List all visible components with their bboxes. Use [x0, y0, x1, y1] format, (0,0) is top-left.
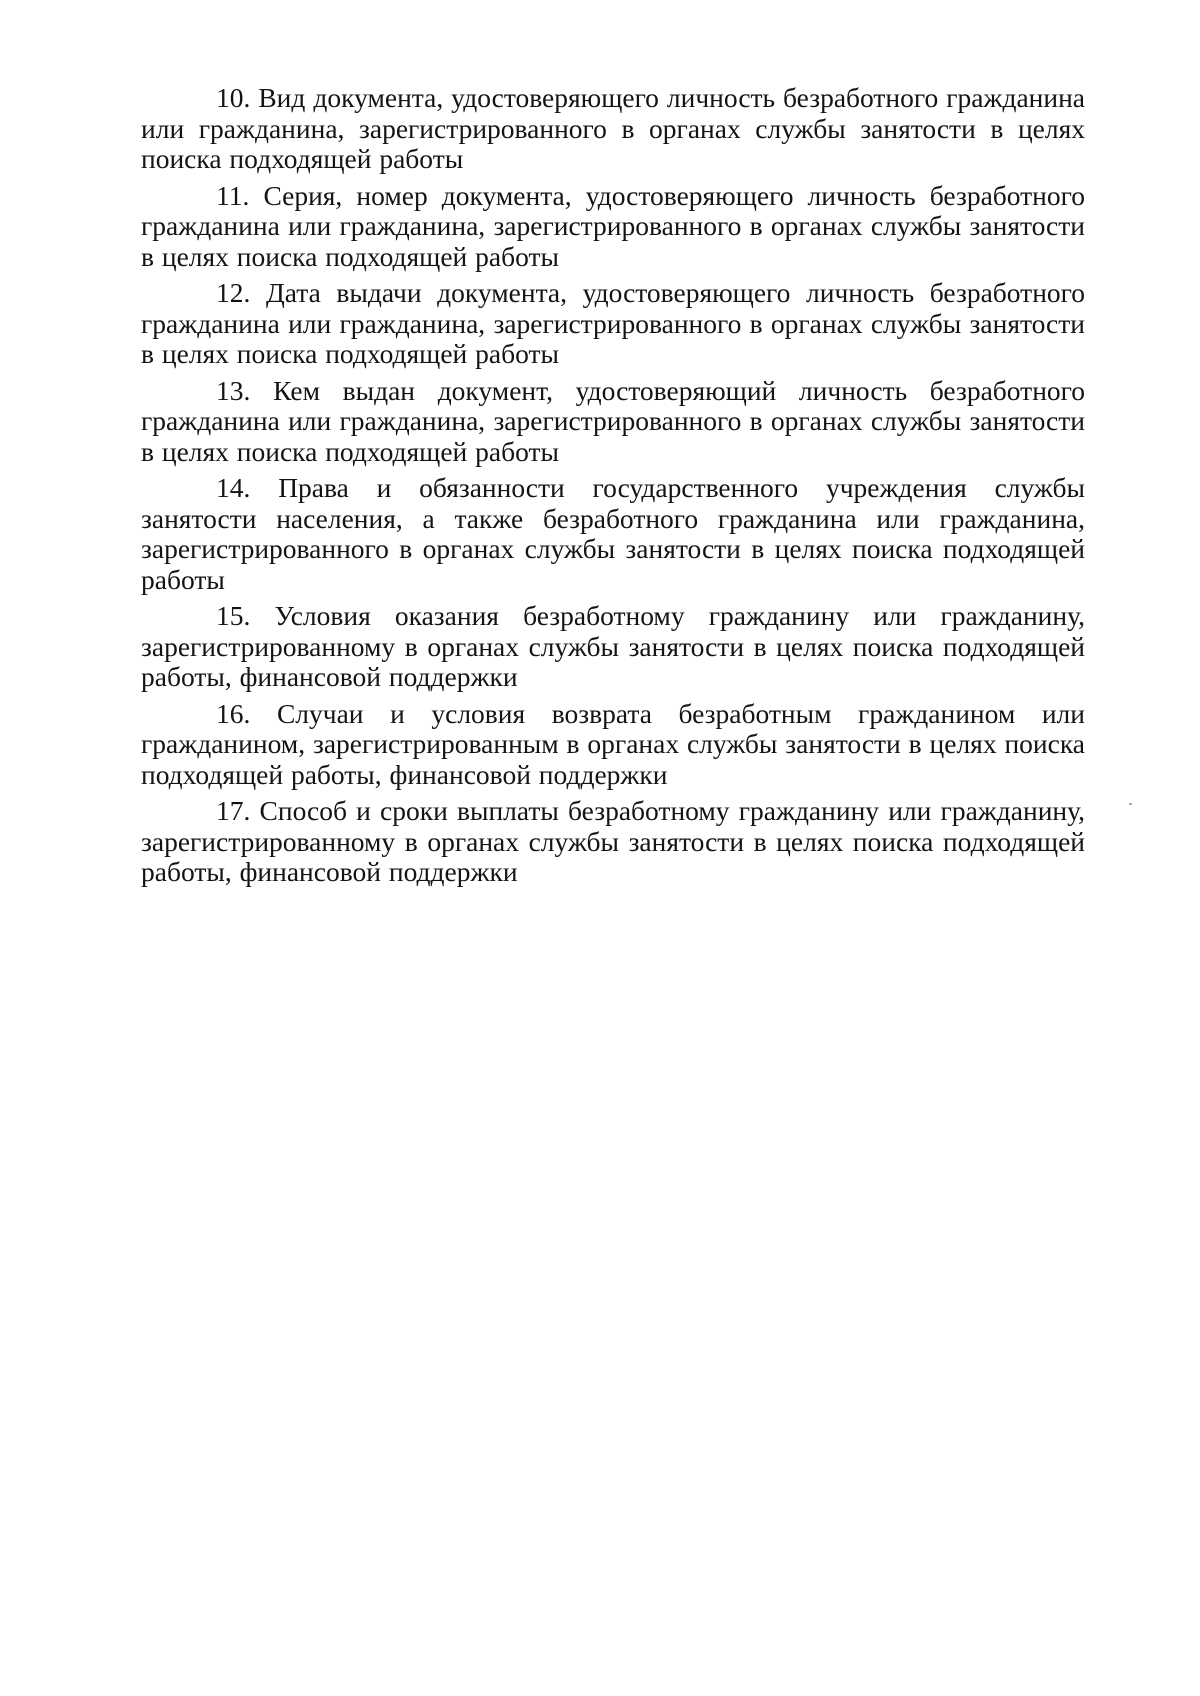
item-number: 17. [216, 795, 251, 826]
item-text: Серия, номер документа, удостоверяющего личность безработного гражданина или гражданина, зарегистрированного в органах службы занятости в целях поиска подходящей работы [141, 179, 1085, 272]
list-item-11 [141, 181, 1085, 273]
list-item-13 [141, 376, 1085, 468]
item-text: Кем выдан документ, удостоверяющий личность безработного гражданина или гражданина, зарегистрированного в органах службы занятости в целях поиска подходящей работы [141, 374, 1085, 467]
item-text: Случаи и условия возврата безработным гражданином или гражданином, зарегистрированным в органах службы занятости в целях поиска подходящей работы, финансовой поддержки [141, 697, 1085, 790]
list-item-16 [141, 699, 1085, 791]
list-item-15 [141, 601, 1085, 693]
item-text: Способ и сроки выплаты безработному гражданину или гражданину, зарегистрированному в органах службы занятости в целях поиска подходящей работы, финансовой поддержки [141, 795, 1085, 887]
list-item-17 [141, 796, 1085, 888]
item-number: 10. [216, 82, 251, 113]
item-number: 13. [216, 374, 251, 406]
item-text: Вид документа, удостоверяющего личность безработного гражданина или гражданина, зарегистрированного в органах службы занятости в целях поиска подходящей работы [141, 82, 1085, 174]
item-text: Права и обязанности государственного учреждения службы занятости населения, а также безработного гражданина или гражданина, зарегистрированного в органах службы занятости в целях поиска подходящей работы [141, 472, 1085, 595]
item-number: 14. [216, 472, 251, 503]
list-item-12 [141, 278, 1085, 370]
list-item-14 [141, 473, 1085, 595]
scan-speck [1129, 803, 1132, 805]
item-number: 12. [216, 277, 251, 308]
list-item-10 [141, 83, 1085, 175]
item-number: 16. [216, 697, 251, 729]
item-number: 15. [216, 600, 251, 631]
item-text: Условия оказания безработному гражданину или гражданину, зарегистрированному в органах службы занятости в целях поиска подходящей работы, финансовой поддержки [141, 600, 1085, 692]
item-number: 11. [216, 179, 250, 211]
item-text: Дата выдачи документа, удостоверяющего личность безработного гражданина или гражданина, зарегистрированного в органах службы занятости в целях поиска подходящей работы [141, 277, 1086, 369]
document-body [141, 83, 1085, 888]
